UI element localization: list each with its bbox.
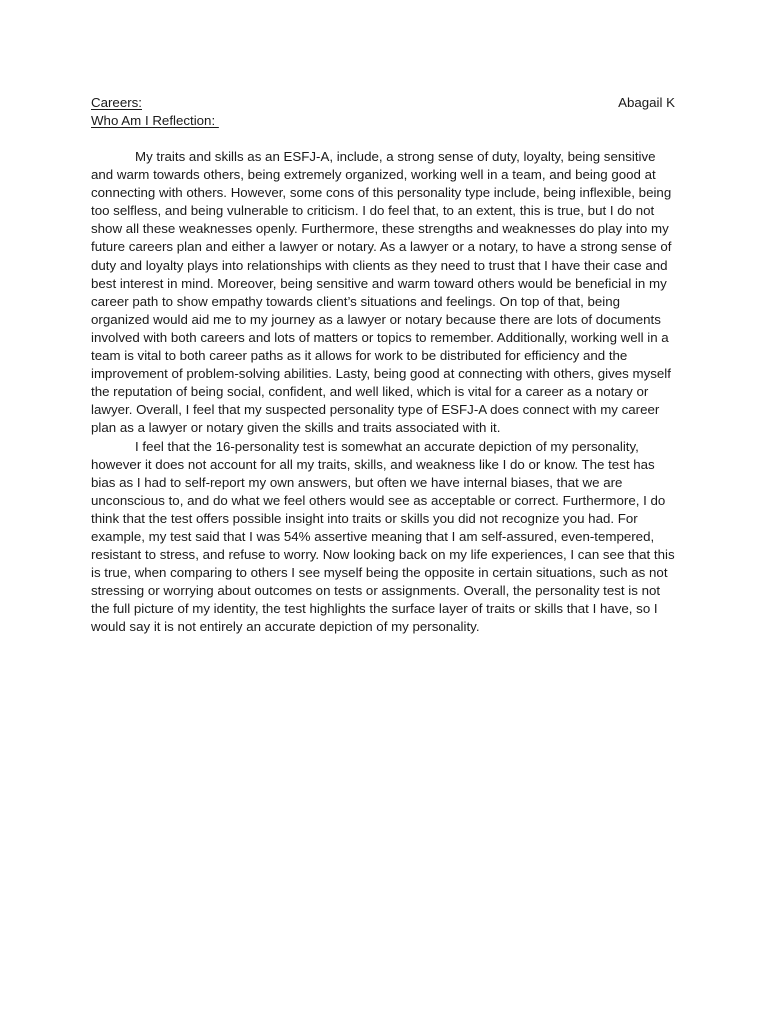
paragraph-traits: My traits and skills as an ESFJ-A, include, a strong sense of duty, loyalty, being sensitive and warm towards others, being extremely organized, working well in a team, and being good at connecting with others. However, some cons of this personality type include, being inflexible, being too selfless, and being vulnerable to criticism. I do feel that, to an extent, this is true, but I do not show all these weaknesses openly. Furthermore, these strengths and weaknesses do play into my future careers plan and either a lawyer or notary. As a lawyer or a notary, to have a strong sense of duty and loyalty plays into relationships with clients as they need to trust that I have their case and best interest in mind. Moreover, being sensitive and warm toward others would be beneficial in my career path to show empathy towards client’s situations and feelings. On top of that, being organized would aid me to my journey as a lawyer or notary because there are lots of documents involved with both careers and lots of matters or topics to remember. Additionally, working well in a team is vital to both career paths as it allows for work to be distributed for efficiency and the improvement of problem-solving abilities. Lasty, being good at connecting with others, gives myself the reputation of being social, confident, and well liked, which is vital for a career as a notary or lawyer. Overall, I feel that my suspected personality type of ESFJ-A does connect with my career plan as a lawyer or notary given the skills and traits associated with it. bbox=[91, 149, 672, 436]
author-name: Abagail K bbox=[618, 95, 675, 110]
blank-line bbox=[91, 130, 677, 148]
header-row bbox=[91, 94, 677, 112]
document-body bbox=[91, 94, 677, 637]
paragraph-test-accuracy: I feel that the 16-personality test is somewhat an accurate depiction of my personality, however it does not account for all my traits, skills, and weakness like I do or know. The test has bias as I had to self-report my own answers, but often we have internal biases, that we are unconscious to, and do what we feel others would see as acceptable or correct. Furthermore, I do think that the test offers possible insight into traits or skills you did not recognize you had. For example, my test said that I was 54% assertive meaning that I am self-assured, even-tempered, resistant to stress, and refuse to worry. Now looking back on my life experiences, I can see that this is true, when comparing to others I see myself being the opposite in certain situations, such as not stressing or worrying about outcomes on tests or assignments. Overall, the personality test is not the full picture of my identity, the test highlights the surface layer of traits or skills that I have, so I would say it is not entirely an accurate depiction of my personality. bbox=[91, 438, 675, 635]
document-title: Who Am I Reflection: bbox=[91, 113, 219, 128]
section-heading: Careers: bbox=[91, 95, 142, 110]
